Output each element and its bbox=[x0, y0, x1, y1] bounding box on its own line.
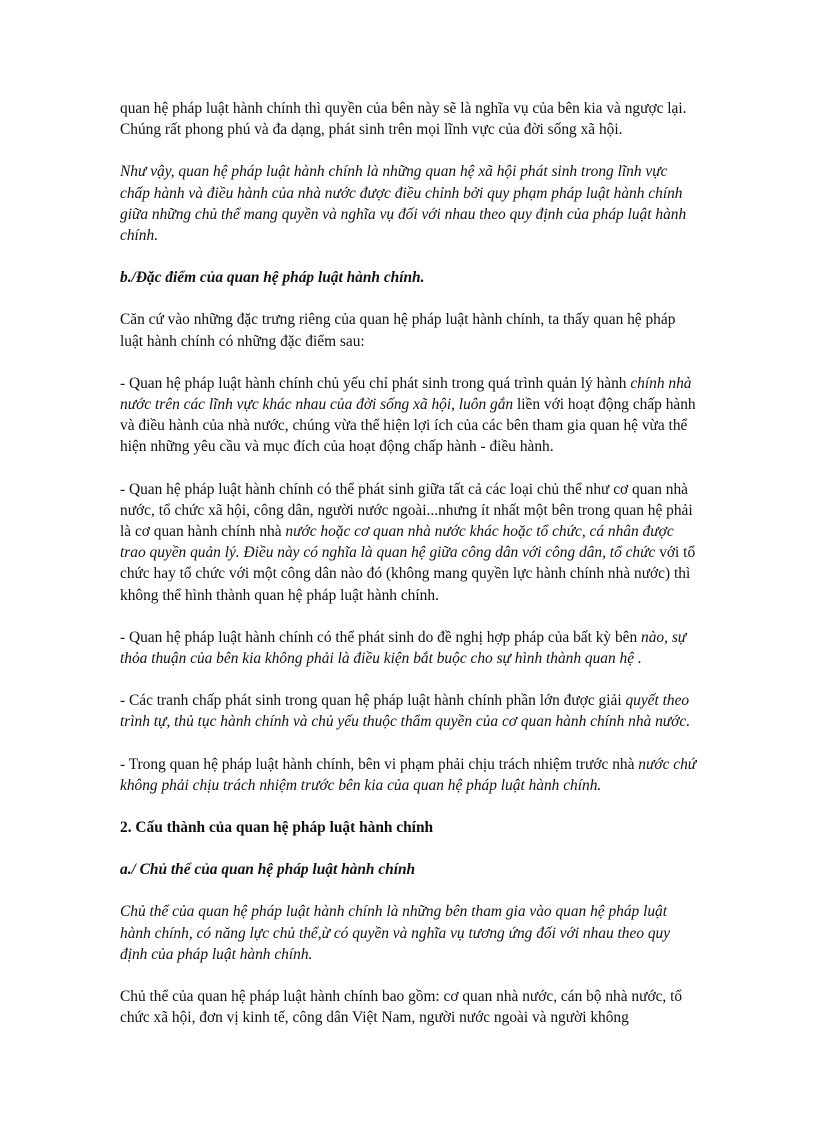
paragraph-feature-2 bbox=[120, 479, 698, 606]
paragraph-characteristics-intro: Căn cứ vào những đặc trưng riêng của quan hệ pháp luật hành chính, ta thấy quan hệ pháp luật hành chính có những đặc điểm sau: bbox=[120, 311, 676, 350]
paragraph-subjects-list: Chủ thể của quan hệ pháp luật hành chính bao gồm: cơ quan nhà nước, cán bộ nhà nước, tổ chức xã hội, đơn vị kinh tế, công dân Việt Nam, người nước ngoài và người không bbox=[120, 988, 683, 1027]
heading-composition: 2. Cấu thành của quan hệ pháp luật hành chính bbox=[120, 819, 434, 837]
feature-3-text-b: nào, sự thỏa thuận của bên kia không phải là điều kiện bắt buộc cho sự hình thành quan hệ . bbox=[120, 628, 687, 668]
paragraph-subjects-definition: Chủ thể của quan hệ pháp luật hành chính là những bên tham gia vào quan hệ pháp luật hành chính, có năng lực chủ thể,ừ có quyền và nghĩa vụ tương ứng đối với nhau theo quy định của pháp luật hành chính. bbox=[120, 903, 671, 963]
feature-2-text-c: với tổ chức hay tổ chức với một công dân nào đó (không mang quyền lực hành chính nhà nước) thì không thể hình thành quan hệ pháp luật hành chính. bbox=[120, 544, 696, 604]
feature-2-text-a: - Quan hệ pháp luật hành chính có thể phát sinh giữa tất cả các loại chủ thể như cơ quan nhà nước, tổ chức xã hội, công dân, người nước ngoài...nhưng ít nhất một bên trong quan hệ phải là cơ quan hành chính nhà bbox=[120, 480, 693, 541]
paragraph-feature-5 bbox=[120, 754, 698, 796]
feature-4-text-b: quyết theo trình tự, thủ tục hành chính và chủ yếu thuộc thẩm quyền của cơ quan hành chính nhà nước. bbox=[120, 692, 691, 731]
feature-5-text-b: nước chứ không phải chịu trách nhiệm trước bên kia của quan hệ pháp luật hành chính. bbox=[120, 755, 697, 794]
paragraph-feature-1 bbox=[120, 373, 698, 458]
feature-4-text-a: - Các tranh chấp phát sinh trong quan hệ pháp luật hành chính phần lớn được giải bbox=[120, 692, 626, 710]
feature-1-text-b: chính nhà nước trên các lĩnh vực khác nhau của đời sống xã hội, luôn gắn bbox=[120, 374, 692, 414]
feature-1-text-c: liền với hoạt động chấp hành và điều hành của nhà nước, chúng vừa thể hiện lợi ích của các bên tham gia quan hệ vừa thể hiện những yêu cầu và mục đích của hoạt động chấp hành - điều hành. bbox=[120, 396, 696, 456]
paragraph-feature-3 bbox=[120, 627, 698, 669]
paragraph-definition: Như vậy, quan hệ pháp luật hành chính là những quan hệ xã hội phát sinh trong lĩnh vực chấp hành và điều hành của nhà nước được điều chỉnh bởi quy phạm pháp luật hành chính giữa những chủ thể mang quyền và nghĩa vụ đối với nhau theo quy định của pháp luật hành chính. bbox=[120, 163, 687, 245]
feature-2-text-b: nước hoặc cơ quan nhà nước khác hoặc tổ chức, cá nhân được trao quyền quản lý. Điều này có nghĩa là quan hệ giữa công dân với công dân, tổ chức bbox=[120, 523, 674, 562]
feature-3-text-a: - Quan hệ pháp luật hành chính có thể phát sinh do đề nghị hợp pháp của bất kỳ bên bbox=[120, 628, 642, 646]
feature-1-text-a: - Quan hệ pháp luật hành chính chủ yếu chỉ phát sinh trong quá trình quản lý hành bbox=[120, 374, 631, 392]
feature-5-text-a: - Trong quan hệ pháp luật hành chính, bên vi phạm phải chịu trách nhiệm trước nhà bbox=[120, 755, 639, 773]
paragraph-intro: quan hệ pháp luật hành chính thì quyền của bên này sẽ là nghĩa vụ của bên kia và ngược lại. Chúng rất phong phú và đa dạng, phát sinh trên mọi lĩnh vực của đời sống xã hội. bbox=[120, 100, 687, 139]
document-page bbox=[120, 98, 698, 1029]
heading-characteristics: b./Đặc điểm của quan hệ pháp luật hành chính. bbox=[120, 269, 425, 287]
paragraph-feature-4 bbox=[120, 690, 698, 732]
heading-subjects: a./ Chủ thể của quan hệ pháp luật hành chính bbox=[120, 861, 416, 879]
